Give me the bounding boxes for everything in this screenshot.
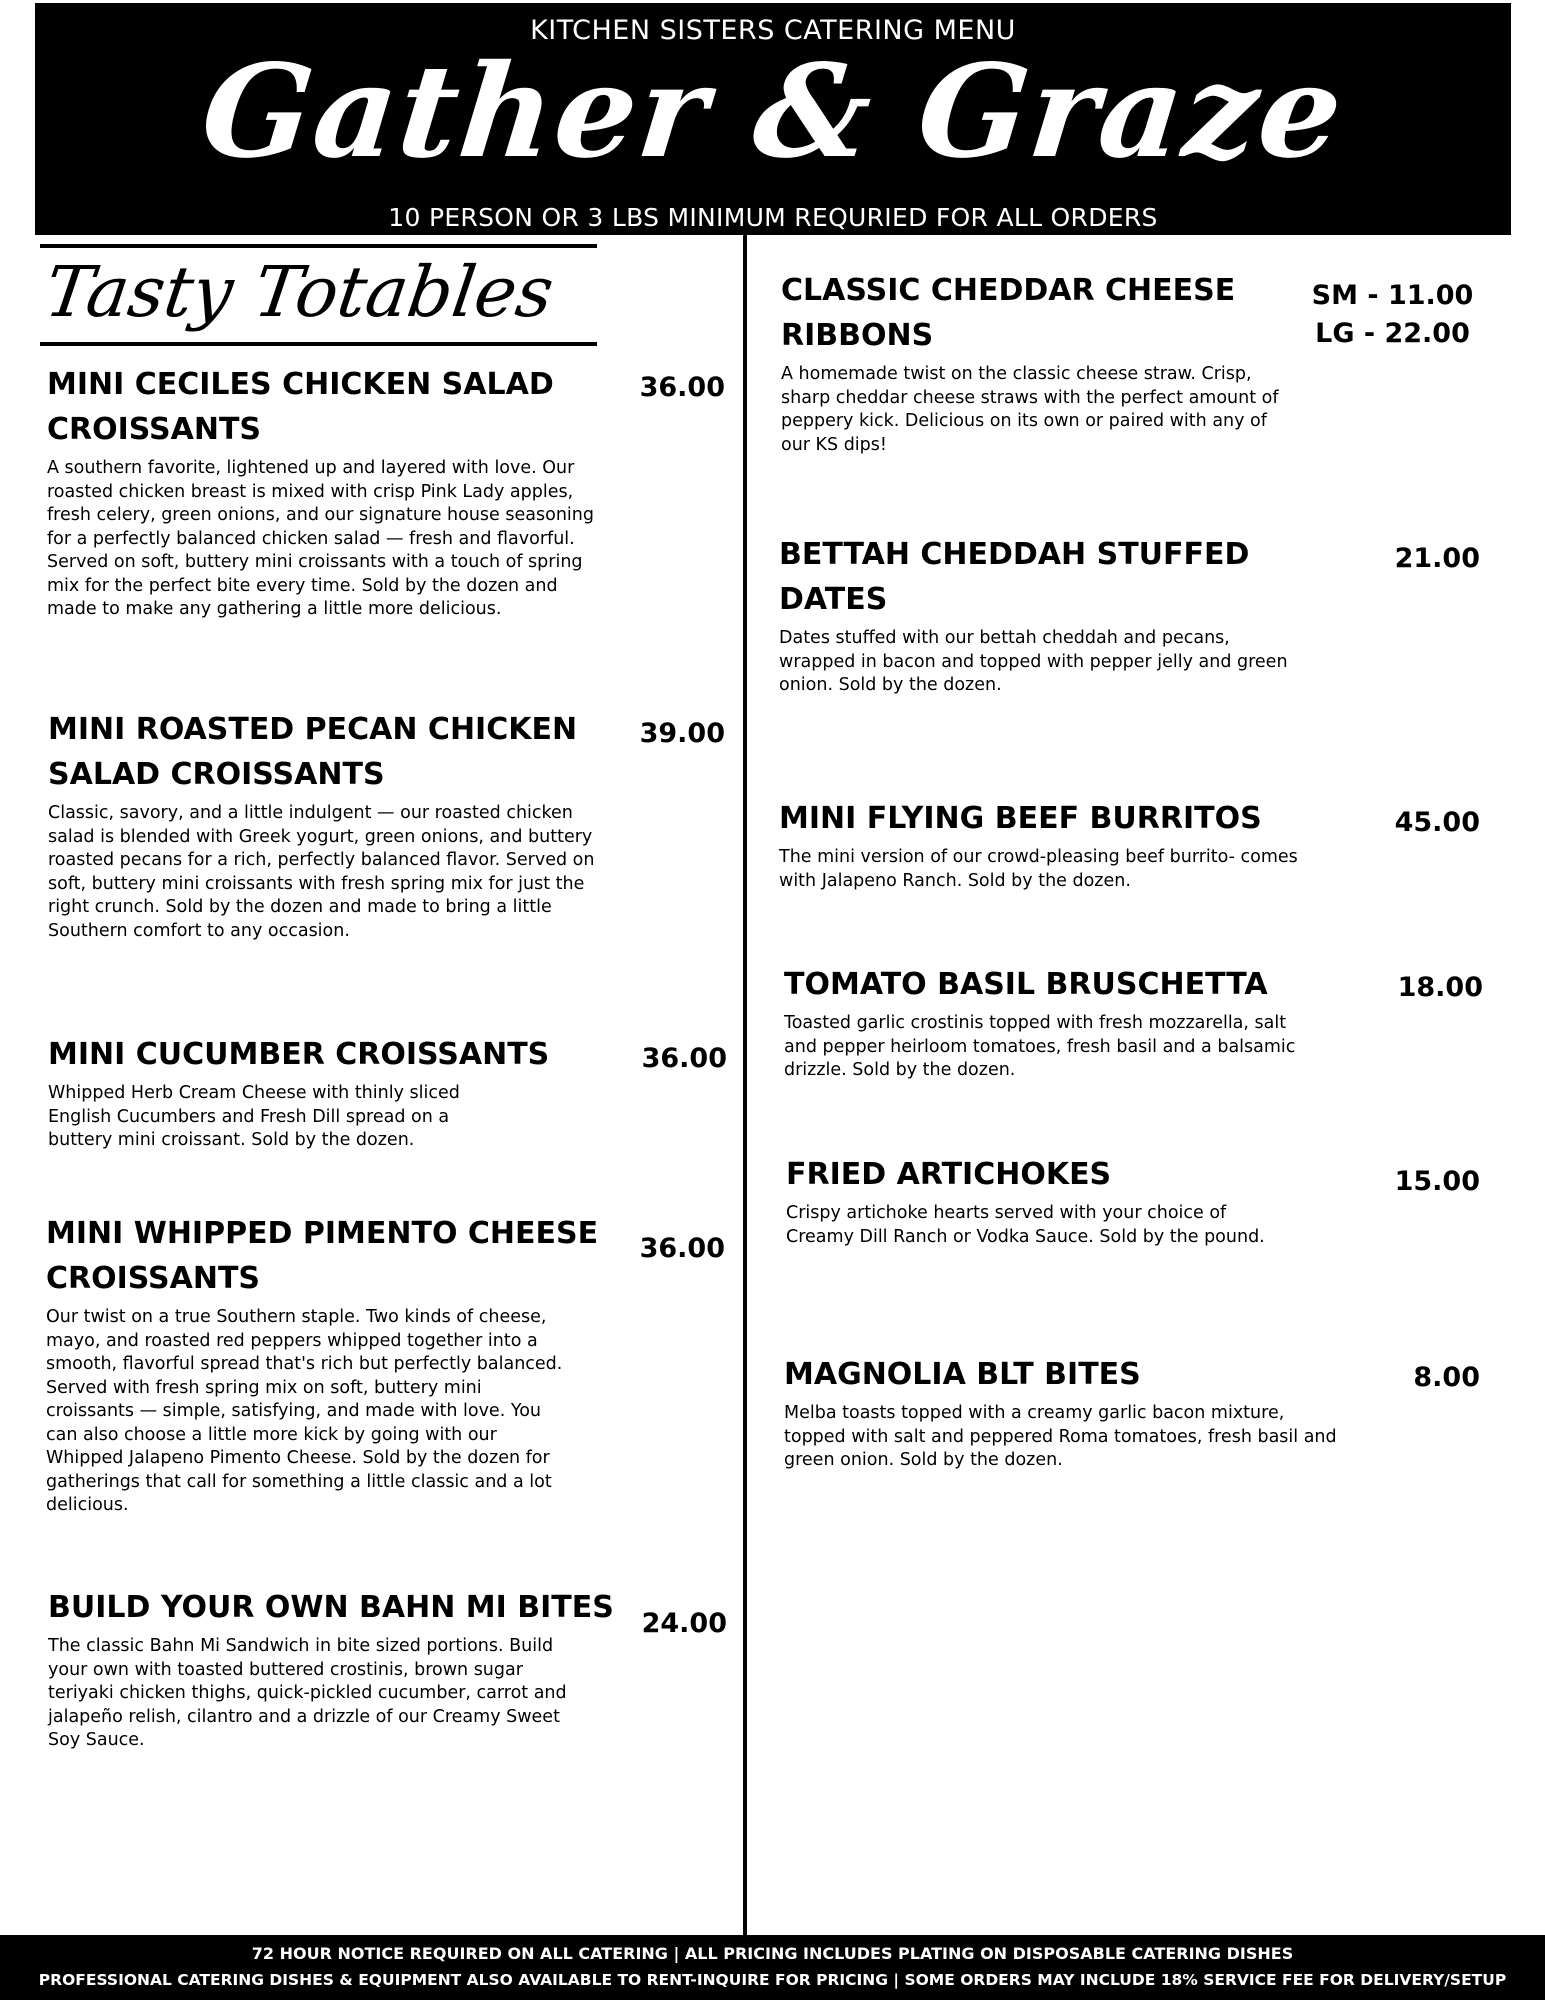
item-name: BUILD YOUR OWN BAHN MI BITES: [48, 1590, 614, 1625]
item-description: Crispy artichoke hearts served with your choice of Creamy Dill Ranch or Vodka Sauce. Sold by the pound.: [786, 1203, 1265, 1247]
item-description: Our twist on a true Southern staple. Two kinds of cheese, mayo, and roasted red peppers whipped together into a smooth, flavorful spread that's rich but perfectly balanced. Served with fresh spring mix on soft, buttery mini croissants — simple, satisfying, and made with love. You can also choose a little more kick by going with our Whipped Jalapeno Pimento Cheese. Sold by the dozen for gatherings that call for something a little classic and a lot delicious.: [46, 1307, 563, 1515]
item-price: 36.00: [639, 1233, 725, 1264]
item-price: 36.00: [639, 372, 725, 403]
menu-item: [47, 362, 594, 622]
menu-item: [784, 1352, 1344, 1473]
item-name: FRIED ARTICHOKES: [786, 1157, 1112, 1192]
item-price: 39.00: [639, 718, 725, 749]
section-title-box: [40, 244, 597, 346]
item-name: MINI FLYING BEEF BURRITOS: [779, 801, 1262, 836]
item-name: MINI CECILES CHICKEN SALAD CROISSANTS: [47, 367, 554, 447]
item-description: A homemade twist on the classic cheese straw. Crisp, sharp cheddar cheese straws with the perfect amount of peppery kick. Delicious on its own or paired with any of our KS dips!: [781, 364, 1279, 455]
menu-title: Gather & Graze: [195, 37, 1351, 187]
item-description: A southern favorite, lightened up and layered with love. Our roasted chicken breast is mixed with crisp Pink Lady apples, fresh celery, green onions, and our signature house seasoning for a perfectly balanced chicken salad — fresh and flavorful. Served on soft, buttery mini croissants with a touch of spring mix for the perfect bite every time. Sold by the dozen and made to make any gathering a little more delicious.: [47, 458, 594, 619]
item-price: 21.00: [1394, 543, 1480, 574]
item-name: TOMATO BASIL BRUSCHETTA: [784, 967, 1268, 1002]
item-price: 8.00: [1413, 1362, 1480, 1393]
item-description: Toasted garlic crostinis topped with fresh mozzarella, salt and pepper heirloom tomatoes, fresh basil and a balsamic drizzle. Sold by the dozen.: [784, 1013, 1296, 1080]
menu-item: [48, 707, 608, 943]
item-description: Whipped Herb Cream Cheese with thinly sliced English Cucumbers and Fresh Dill spread on a buttery mini croissant. Sold by the dozen.: [48, 1083, 460, 1150]
footer-notice: 72 HOUR NOTICE REQUIRED ON ALL CATERING | ALL PRICING INCLUDES PLATING ON DISPOSABLE CATERING DISHES: [251, 1944, 1294, 1963]
column-divider: [743, 235, 747, 1935]
menu-item: [781, 268, 1279, 457]
item-price-small: SM - 11.00: [1311, 280, 1474, 311]
menu-footer: [0, 1935, 1545, 2000]
menu-item: [784, 962, 1324, 1083]
item-price: 15.00: [1394, 1166, 1480, 1197]
menu-supertitle: KITCHEN SISTERS CATERING MENU: [530, 15, 1016, 46]
item-price: 45.00: [1394, 807, 1480, 838]
item-name: MINI CUCUMBER CROISSANTS: [48, 1037, 550, 1072]
menu-item: [779, 796, 1339, 893]
item-name: MAGNOLIA BLT BITES: [784, 1357, 1141, 1392]
menu-item: [46, 1211, 626, 1518]
item-description: Classic, savory, and a little indulgent — our roasted chicken salad is blended with Greek yogurt, green onions, and buttery roasted pecans for a rich, perfectly balanced flavor. Served on soft, buttery mini croissants with fresh spring mix for just the right crunch. Sold by the dozen and made to bring a little Southern comfort to any occasion.: [48, 803, 595, 941]
footer-rental-note: PROFESSIONAL CATERING DISHES & EQUIPMENT ALSO AVAILABLE TO RENT-INQUIRE FOR PRICING | SOME ORDERS MAY INCLUDE 18% SERVICE FEE FOR DELIVERY/SETUP: [38, 1971, 1507, 1989]
item-name: MINI WHIPPED PIMENTO CHEESE CROISSANTS: [46, 1216, 599, 1296]
menu-item: [48, 1032, 608, 1153]
item-price-sizes: [1300, 277, 1485, 353]
item-price-large: LG - 22.00: [1315, 318, 1470, 349]
item-name: MINI ROASTED PECAN CHICKEN SALAD CROISSANTS: [48, 712, 578, 792]
item-description: Melba toasts topped with a creamy garlic bacon mixture, topped with salt and peppered Roma tomatoes, fresh basil and green onion. Sold by the dozen.: [784, 1403, 1337, 1470]
item-description: The classic Bahn Mi Sandwich in bite sized portions. Build your own with toasted buttered crostinis, brown sugar teriyaki chicken thighs, quick-pickled cucumber, carrot and jalapeño relish, cilantro and a drizzle of our Creamy Sweet Soy Sauce.: [48, 1636, 567, 1750]
item-price: 36.00: [641, 1043, 727, 1074]
item-price: 18.00: [1397, 972, 1483, 1003]
item-name: BETTAH CHEDDAH STUFFED DATES: [779, 537, 1250, 617]
menu-subtitle: 10 PERSON OR 3 LBS MINIMUM REQURIED FOR ALL ORDERS: [388, 203, 1158, 232]
menu-header: [35, 3, 1511, 235]
item-description: The mini version of our crowd-pleasing beef burrito- comes with Jalapeno Ranch. Sold by the dozen.: [779, 847, 1298, 891]
menu-item: [786, 1152, 1326, 1249]
item-price: 24.00: [641, 1608, 727, 1639]
item-description: Dates stuffed with our bettah cheddah and pecans, wrapped in bacon and topped with pepper jelly and green onion. Sold by the dozen.: [779, 628, 1288, 695]
section-title: Tasty Totables: [40, 251, 559, 333]
menu-item: [48, 1585, 668, 1753]
item-name: CLASSIC CHEDDAR CHEESE RIBBONS: [781, 273, 1236, 353]
menu-item: [779, 532, 1288, 698]
